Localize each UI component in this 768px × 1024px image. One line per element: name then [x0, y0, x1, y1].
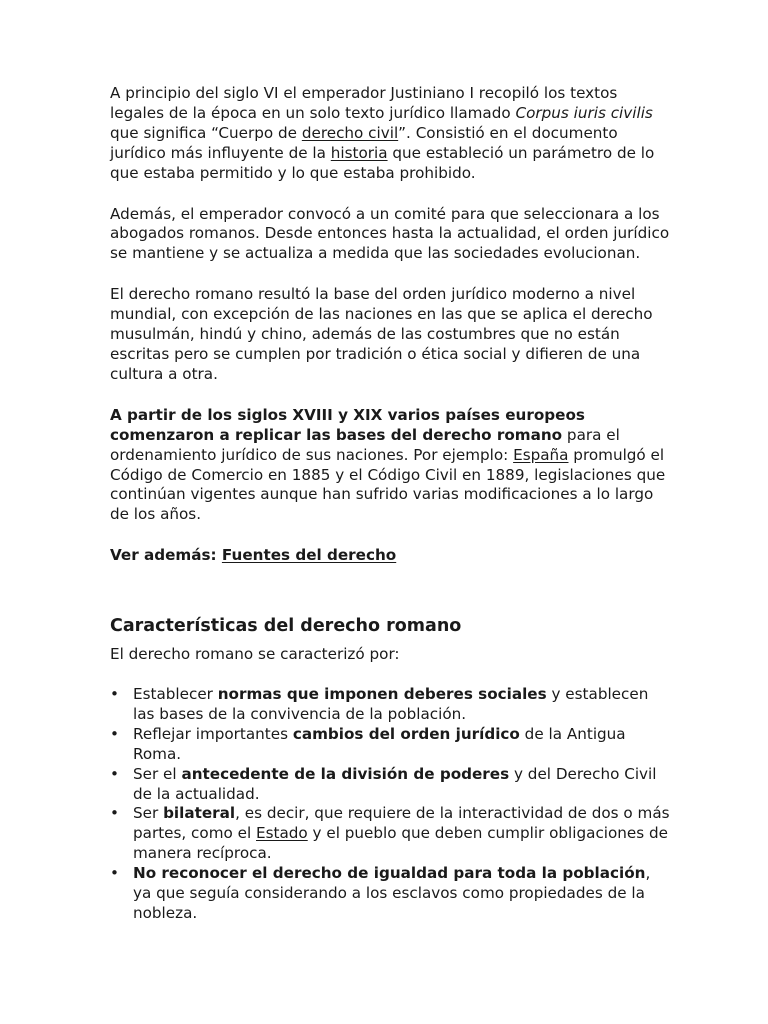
paragraph-comite: Además, el emperador convocó a un comité para que seleccionara a los abogados romanos. Desde entonces hasta la actualidad, el orden jurídico se mantiene y se actualiza a medida que las sociedades evolucionan.	[110, 204, 670, 263]
text: y del Derecho Civil de la actualidad.	[133, 764, 657, 803]
paragraph-justiniano	[110, 84, 670, 184]
section-heading: Características del derecho romano	[110, 616, 462, 636]
bold-text: bilateral	[163, 804, 236, 823]
bold-text: normas que imponen deberes sociales	[217, 685, 547, 703]
text: , ya que seguía considerando a los esclavos como propiedades de la nobleza.	[133, 864, 651, 922]
text: Reflejar importantes	[133, 724, 293, 743]
text: ”. Consistió en el documento jurídico más influyente de la	[110, 123, 618, 162]
paragraph-base-orden-juridico: El derecho romano resultó la base del orden jurídico moderno a nivel mundial, con excepción de las naciones en las que se aplica el derecho musulmán, hindú y chino, además de las costumbres que no están escritas pero se cumplen por tradición o ética social y difieren de una cultura a otra.	[110, 285, 653, 383]
link-historia[interactable]: historia	[330, 143, 388, 162]
text: que significa “Cuerpo de	[110, 123, 302, 142]
bullet-icon: •	[110, 864, 119, 883]
text: Establecer	[133, 685, 218, 703]
text: y establecen las bases de la convivencia de la población.	[133, 685, 649, 723]
text: y el pueblo que deben cumplir obligaciones de manera recíproca.	[133, 824, 668, 863]
see-also-label: Ver además:	[110, 546, 222, 565]
section-intro: El derecho romano se caracterizó por:	[110, 645, 400, 663]
text: que estableció un parámetro de lo que estaba permitido y lo que estaba prohibido.	[110, 143, 655, 182]
see-also	[110, 546, 670, 566]
article-body	[110, 84, 670, 566]
list-item	[110, 685, 670, 725]
list-item	[110, 804, 670, 864]
link-derecho-civil[interactable]: derecho civil	[301, 123, 399, 142]
bullet-icon: •	[110, 724, 119, 743]
text: para el ordenamiento jurídico de sus naciones. Por ejemplo:	[110, 425, 620, 464]
bold-text: No reconocer el derecho de igualdad para toda la población	[133, 864, 646, 883]
link-fuentes-del-derecho[interactable]: Fuentes del derecho	[221, 546, 397, 565]
bullet-icon: •	[110, 764, 119, 783]
bold-text: A partir de los siglos XVIII y XIX varios países europeos comenzaron a replicar las bases del derecho romano	[110, 405, 585, 444]
text: promulgó el Código de Comercio en 1885 y el Código Civil en 1889, legislaciones que continúan vigentes aunque han sufrido varias modificaciones a lo largo de los años.	[110, 445, 666, 524]
link-estado[interactable]: Estado	[256, 824, 308, 843]
text: Ser el	[133, 764, 182, 783]
corpus-title: Corpus iuris civilis	[515, 103, 653, 122]
characteristics-list	[110, 685, 670, 924]
list-item	[110, 725, 670, 765]
text: , es decir, que requiere de la interactividad de dos o más partes, como el	[133, 804, 670, 843]
list-item	[110, 864, 670, 924]
bullet-icon: •	[110, 804, 119, 823]
list-item	[110, 765, 670, 805]
text: Ser	[133, 804, 164, 823]
text: de la Antigua Roma.	[133, 724, 626, 763]
bullet-icon: •	[110, 685, 119, 703]
link-espana[interactable]: España	[513, 445, 569, 464]
bold-text: antecedente de la división de poderes	[181, 764, 510, 783]
bold-text: cambios del orden jurídico	[292, 724, 520, 743]
text: A principio del siglo VI el emperador Justiniano I recopiló los textos legales de la época en un solo texto jurídico llamado	[110, 84, 618, 122]
paragraph-siglos	[110, 406, 670, 525]
